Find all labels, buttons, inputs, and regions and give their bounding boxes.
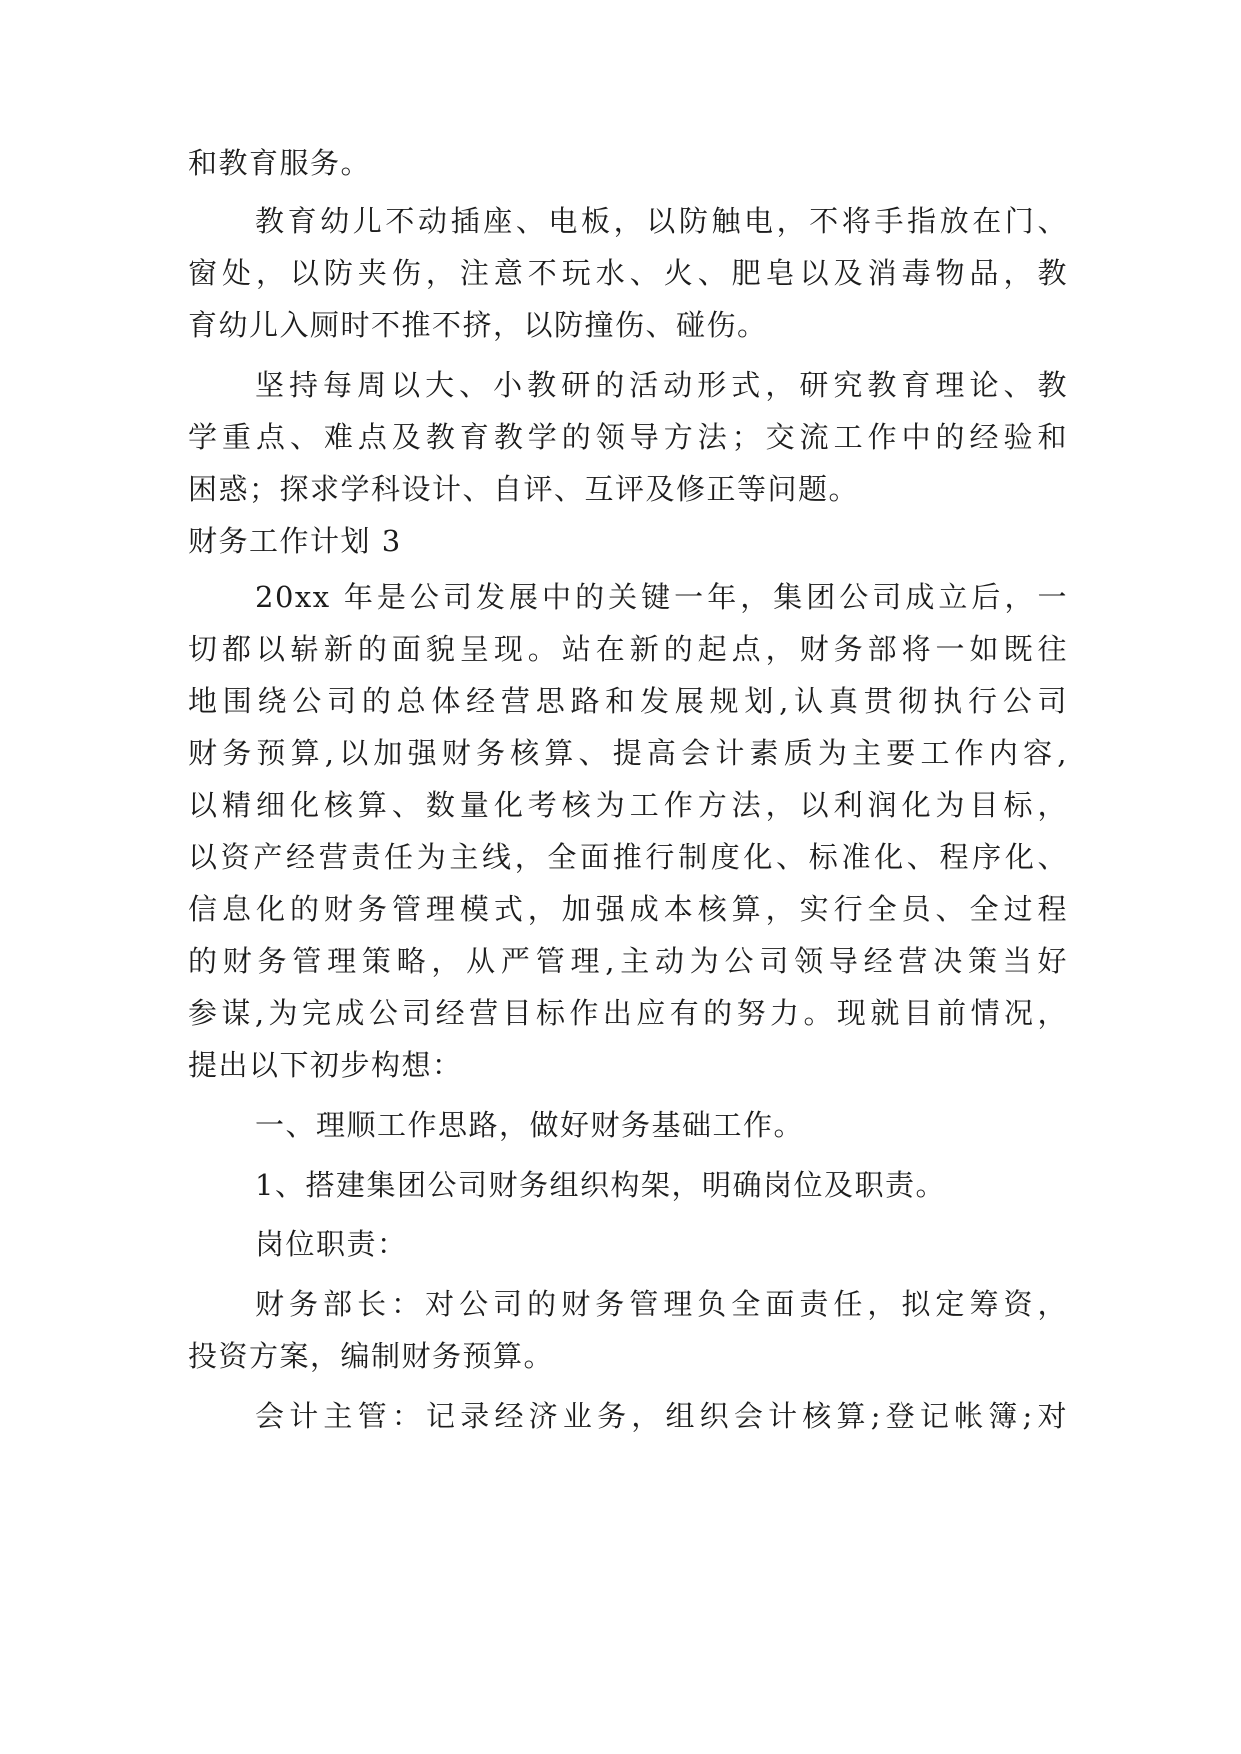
text-line: 以资产经营责任为主线，全面推行制度化、标准化、程序化、 xyxy=(188,840,1068,874)
text-line: 地围绕公司的总体经营思路和发展规划,认真贯彻执行公司 xyxy=(188,684,1068,718)
text-line: 会计主管：记录经济业务，组织会计核算;登记帐簿;对 xyxy=(255,1399,1068,1433)
text-line: 参谋,为完成公司经营目标作出应有的努力。现就目前情况， xyxy=(188,996,1068,1030)
text-line: 的财务管理策略，从严管理,主动为公司领导经营决策当好 xyxy=(188,944,1068,978)
text-line: 学重点、难点及教育教学的领导方法；交流工作中的经验和 xyxy=(188,420,1068,454)
text-line: 切都以崭新的面貌呈现。站在新的起点，财务部将一如既往 xyxy=(188,632,1068,666)
section-heading: 财务工作计划 3 xyxy=(188,524,402,558)
text-line: 信息化的财务管理模式，加强成本核算，实行全员、全过程 xyxy=(188,892,1068,926)
text-line: 困惑；探求学科设计、自评、互评及修正等问题。 xyxy=(188,472,860,506)
text-line: 20xx 年是公司发展中的关键一年，集团公司成立后，一 xyxy=(255,580,1068,614)
text-line: 以精细化核算、数量化考核为工作方法，以利润化为目标， xyxy=(188,788,1068,822)
text-line: 一、理顺工作思路，做好财务基础工作。 xyxy=(255,1108,805,1142)
text-line: 财务预算,以加强财务核算、提高会计素质为主要工作内容, xyxy=(188,736,1068,770)
text-line: 岗位职责： xyxy=(255,1227,408,1261)
text-line: 和教育服务。 xyxy=(188,146,372,180)
text-line: 投资方案，编制财务预算。 xyxy=(188,1339,555,1373)
text-line: 坚持每周以大、小教研的活动形式，研究教育理论、教 xyxy=(255,368,1068,402)
text-line: 财务部长：对公司的财务管理负全面责任，拟定筹资， xyxy=(255,1287,1068,1321)
text-line: 1、搭建集团公司财务组织构架，明确岗位及职责。 xyxy=(255,1168,946,1202)
text-line: 教育幼儿不动插座、电板，以防触电，不将手指放在门、 xyxy=(255,204,1068,238)
text-line: 窗处，以防夹伤，注意不玩水、火、肥皂以及消毒物品，教 xyxy=(188,256,1068,290)
text-line: 提出以下初步构想： xyxy=(188,1048,463,1082)
text-line: 育幼儿入厕时不推不挤，以防撞伤、碰伤。 xyxy=(188,308,768,342)
